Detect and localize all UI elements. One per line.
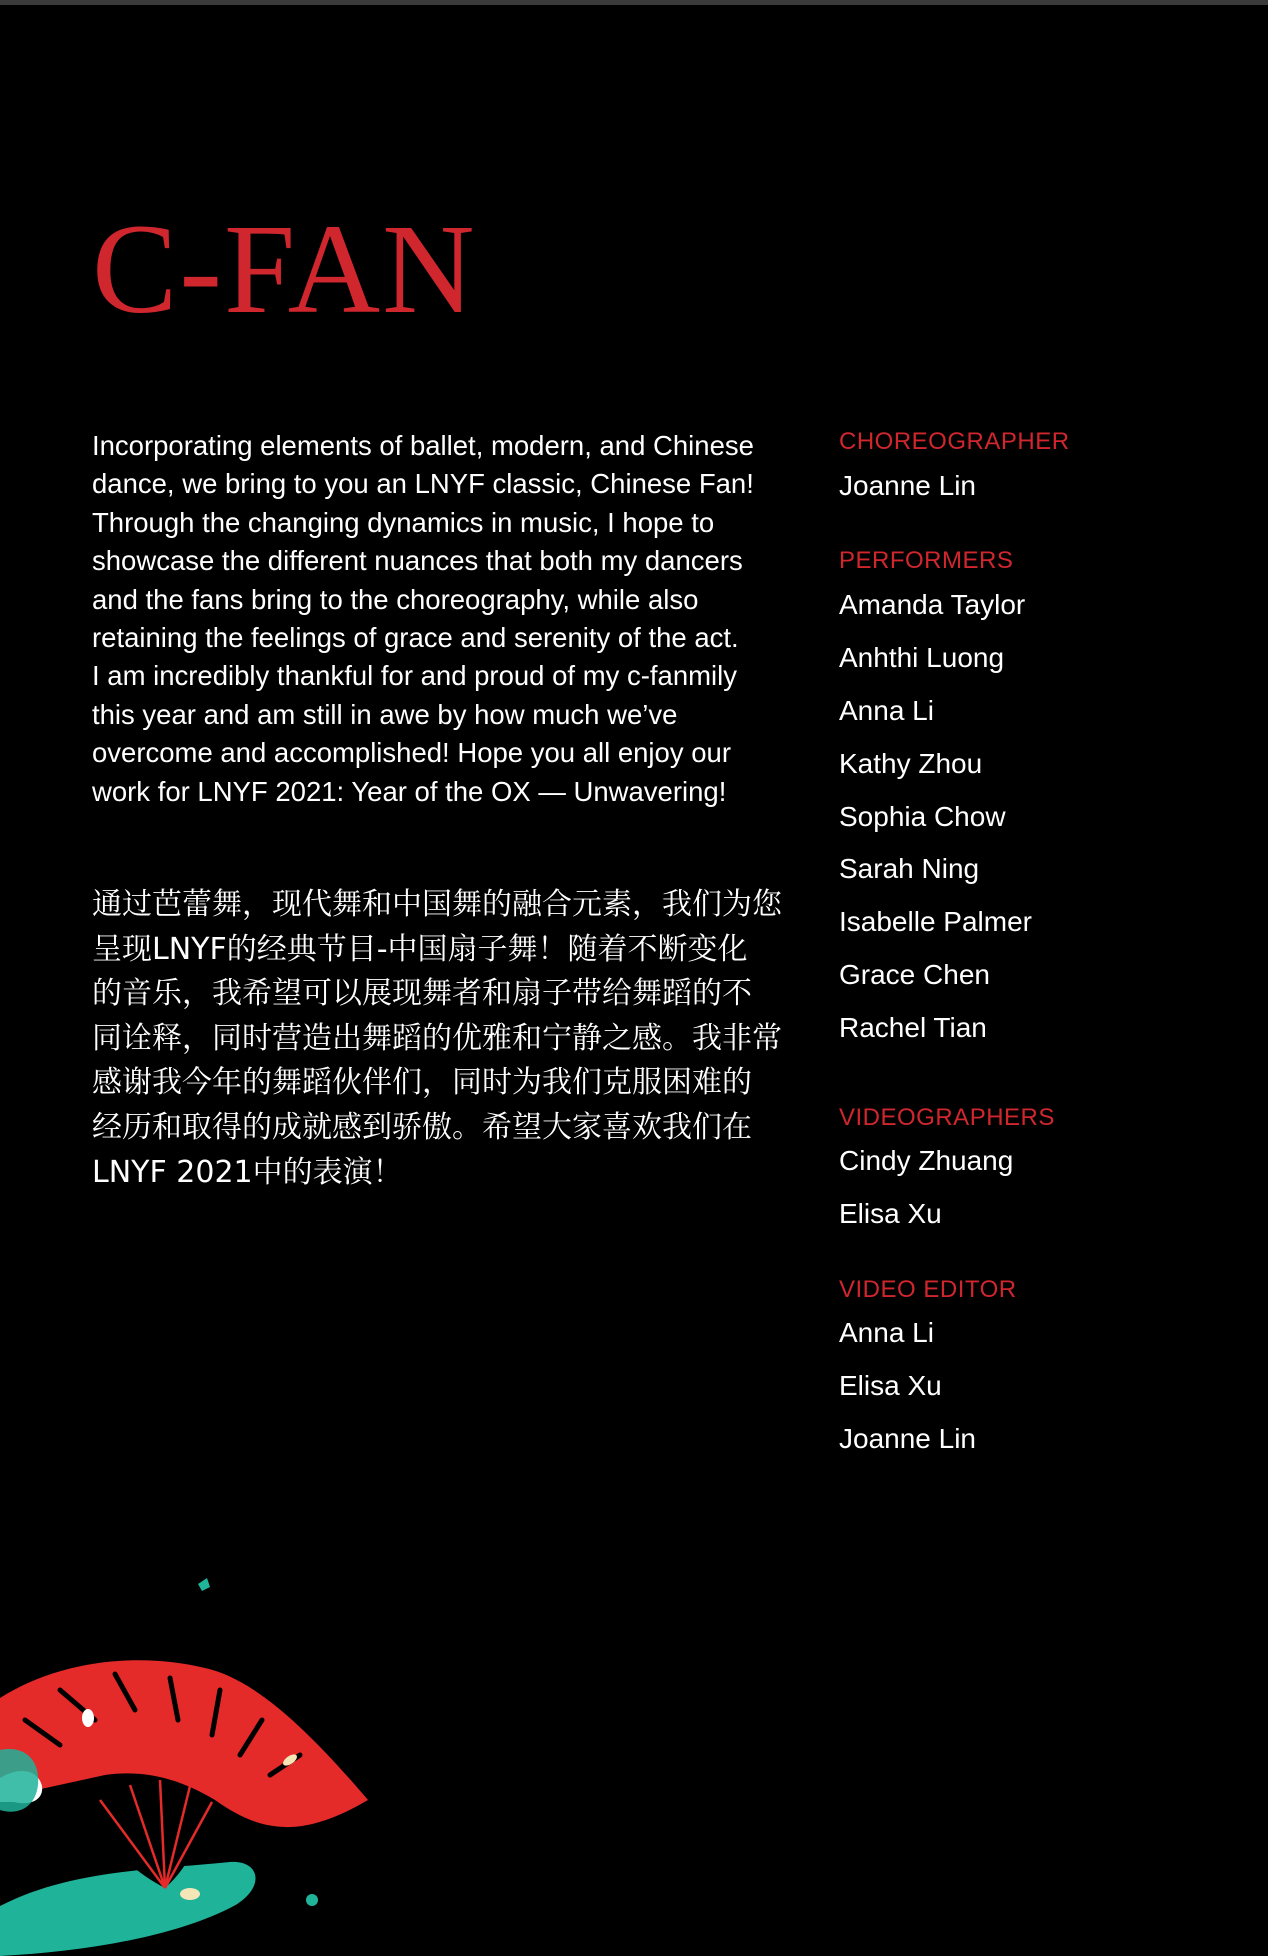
credit-name: Amanda Taylor [839,589,1026,620]
description-line: I am incredibly thankful for and proud of my c-fanmily [92,660,738,692]
description-line: work for LNYF 2021: Year of the OX — Unwavering! [92,775,727,807]
credit-name: Grace Chen [839,959,990,990]
description-line: 经历和取得的成就感到骄傲。希望大家喜欢我们在 [92,1109,752,1145]
top-edge-bar [0,0,1268,5]
role-heading-performers: PERFORMERS [839,547,1014,574]
description-chinese [92,883,812,1195]
credit-name: Elisa Xu [839,1370,942,1401]
description-line: and the fans bring to the choreography, while also [92,583,699,615]
credit-name: Rachel Tian [839,1012,987,1043]
description-line: this year and am still in awe by how much we’ve [92,698,678,730]
credit-name: Isabelle Palmer [839,906,1032,937]
description-english [92,427,812,811]
description-line: LNYF 2021中的表演！ [92,1154,403,1190]
credit-name: Joanne Lin [839,1423,977,1454]
credit-name: Joanne Lin [839,470,977,501]
description-line: 的音乐，我希望可以展现舞者和扇子带给舞蹈的不 [92,976,752,1012]
description-line: dance, we bring to you an LNYF classic, Chinese Fan! [92,468,754,500]
description-line: Through the changing dynamics in music, I hope to [92,506,715,538]
role-heading-video-editor: VIDEO EDITOR [839,1276,1017,1303]
credit-name: Kathy Zhou [839,748,983,779]
credit-name: Anhthi Luong [839,642,1005,673]
description-line: 感谢我今年的舞蹈伙伴们，同时为我们克服困难的 [92,1065,752,1101]
credit-name: Cindy Zhuang [839,1145,1014,1176]
description-line: 通过芭蕾舞，现代舞和中国舞的融合元素，我们为您 [92,887,782,922]
red-fan-icon [0,1570,380,1956]
page-title: C-FAN [92,198,477,340]
description-line: 同诠释，同时营造出舞蹈的优雅和宁静之感。我非常 [92,1020,782,1056]
credit-name: Sophia Chow [839,801,1006,832]
credit-name: Anna Li [839,1317,934,1348]
role-heading-choreographer: CHOREOGRAPHER [839,428,1070,455]
description-line: retaining the feelings of grace and serenity of the act. [92,622,739,654]
description-line: 呈现LNYF的经典节目-中国扇子舞！随着不断变化 [92,931,748,967]
description-line: Incorporating elements of ballet, modern, and Chinese [92,430,754,461]
description-line: overcome and accomplished! Hope you all enjoy our [92,737,731,769]
description-line: showcase the different nuances that both my dancers [92,545,743,577]
credit-name: Anna Li [839,695,934,726]
role-heading-videographers: VIDEOGRAPHERS [839,1104,1055,1131]
credit-name: Elisa Xu [839,1198,942,1229]
credit-name: Sarah Ning [839,853,980,884]
